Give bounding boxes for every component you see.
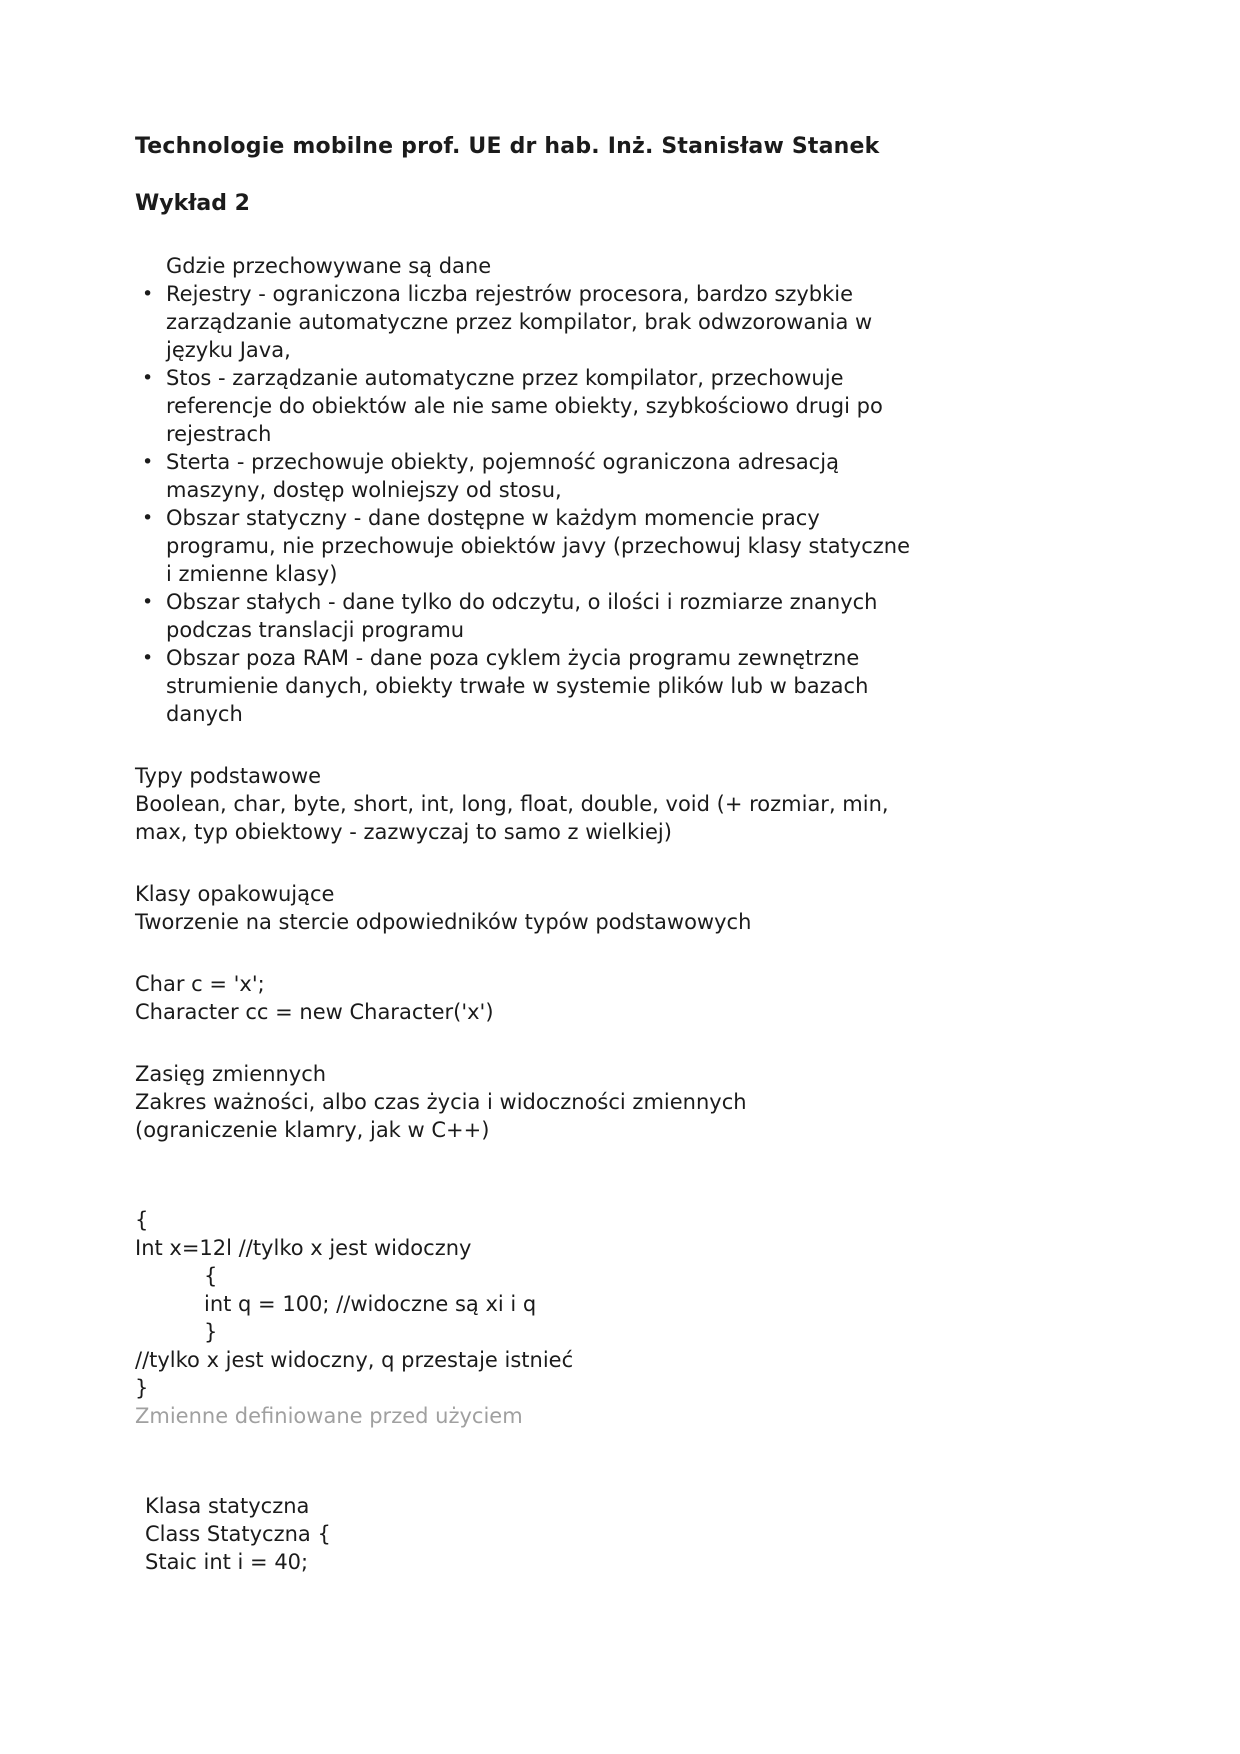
memory-locations-list bbox=[135, 280, 1110, 728]
text-line: języku Java, bbox=[166, 338, 291, 362]
text-line: Klasy opakowujące bbox=[135, 882, 335, 906]
bullet-item bbox=[135, 588, 1110, 644]
text-line: danych bbox=[166, 702, 243, 726]
text-line: • Obszar poza RAM - dane poza cyklem życia programu zewnętrzne bbox=[166, 646, 860, 670]
text-line: Class Statyczna { bbox=[145, 1522, 331, 1546]
klasy-opakowujace-section bbox=[135, 880, 1110, 936]
text-line: Character cc = new Character('x') bbox=[135, 1000, 494, 1024]
text-line: podczas translacji programu bbox=[166, 618, 465, 642]
text-line: Typy podstawowe bbox=[135, 764, 322, 788]
char-example-code bbox=[135, 970, 1110, 1026]
text-line: Boolean, char, byte, short, int, long, float, double, void (+ rozmiar, min, bbox=[135, 792, 889, 816]
text-line: Tworzenie na stercie odpowiedników typów podstawowych bbox=[135, 910, 752, 934]
bullet-item bbox=[135, 280, 1110, 364]
text-line: Int x=12l //tylko x jest widoczny bbox=[135, 1236, 472, 1260]
text-line: Klasa statyczna bbox=[145, 1494, 310, 1518]
text-line: { bbox=[135, 1208, 149, 1232]
bullet-item bbox=[135, 448, 1110, 504]
typy-podstawowe-section bbox=[135, 762, 1110, 846]
text-line: i zmienne klasy) bbox=[166, 562, 338, 586]
page-title: Technologie mobilne prof. UE dr hab. Inż. Stanisław Stanek bbox=[135, 134, 880, 159]
zasieg-zmiennych-section bbox=[135, 1060, 1110, 1144]
text-line: } bbox=[204, 1320, 218, 1344]
intro-line: Gdzie przechowywane są dane bbox=[166, 254, 492, 278]
text-line: Zmienne definiowane przed użyciem bbox=[135, 1404, 523, 1428]
text-line: } bbox=[135, 1376, 149, 1400]
text-line: referencje do obiektów ale nie same obiekty, szybkościowo drugi po bbox=[166, 394, 883, 418]
text-line: Char c = 'x'; bbox=[135, 972, 265, 996]
text-line: (ograniczenie klamry, jak w C++) bbox=[135, 1118, 490, 1142]
text-line: int q = 100; //widoczne są xi i q bbox=[204, 1292, 537, 1316]
bullet-item bbox=[135, 504, 1110, 588]
scope-example-code bbox=[135, 1206, 1110, 1430]
text-line: rejestrach bbox=[166, 422, 272, 446]
sections-container bbox=[135, 762, 1110, 1576]
bullet-item bbox=[135, 364, 1110, 448]
text-line: max, typ obiektowy - zazwyczaj to samo z wielkiej) bbox=[135, 820, 672, 844]
klasa-statyczna-code bbox=[145, 1492, 1110, 1576]
text-line: //tylko x jest widoczny, q przestaje istnieć bbox=[135, 1348, 574, 1372]
text-line: • Stos - zarządzanie automatyczne przez kompilator, przechowuje bbox=[166, 366, 844, 390]
text-line: • Obszar stałych - dane tylko do odczytu, o ilości i rozmiarze znanych bbox=[166, 590, 878, 614]
text-line: • Sterta - przechowuje obiekty, pojemność ograniczona adresacją bbox=[166, 450, 839, 474]
text-line: Zasięg zmiennych bbox=[135, 1062, 327, 1086]
text-line: { bbox=[204, 1264, 218, 1288]
text-line: strumienie danych, obiekty trwałe w systemie plików lub w bazach bbox=[166, 674, 869, 698]
text-line: • Rejestry - ograniczona liczba rejestrów procesora, bardzo szybkie bbox=[166, 282, 854, 306]
text-line: maszyny, dostęp wolniejszy od stosu, bbox=[166, 478, 562, 502]
text-line: Zakres ważności, albo czas życia i widoczności zmiennych bbox=[135, 1090, 747, 1114]
lecture-heading: Wykład 2 bbox=[135, 191, 250, 216]
text-line: programu, nie przechowuje obiektów javy (przechowuj klasy statyczne bbox=[166, 534, 911, 558]
bullet-item bbox=[135, 644, 1110, 728]
text-line: • Obszar statyczny - dane dostępne w każdym momencie pracy bbox=[166, 506, 820, 530]
text-line: Staic int i = 40; bbox=[145, 1550, 309, 1574]
text-line: zarządzanie automatyczne przez kompilator, brak odwzorowania w bbox=[166, 310, 873, 334]
